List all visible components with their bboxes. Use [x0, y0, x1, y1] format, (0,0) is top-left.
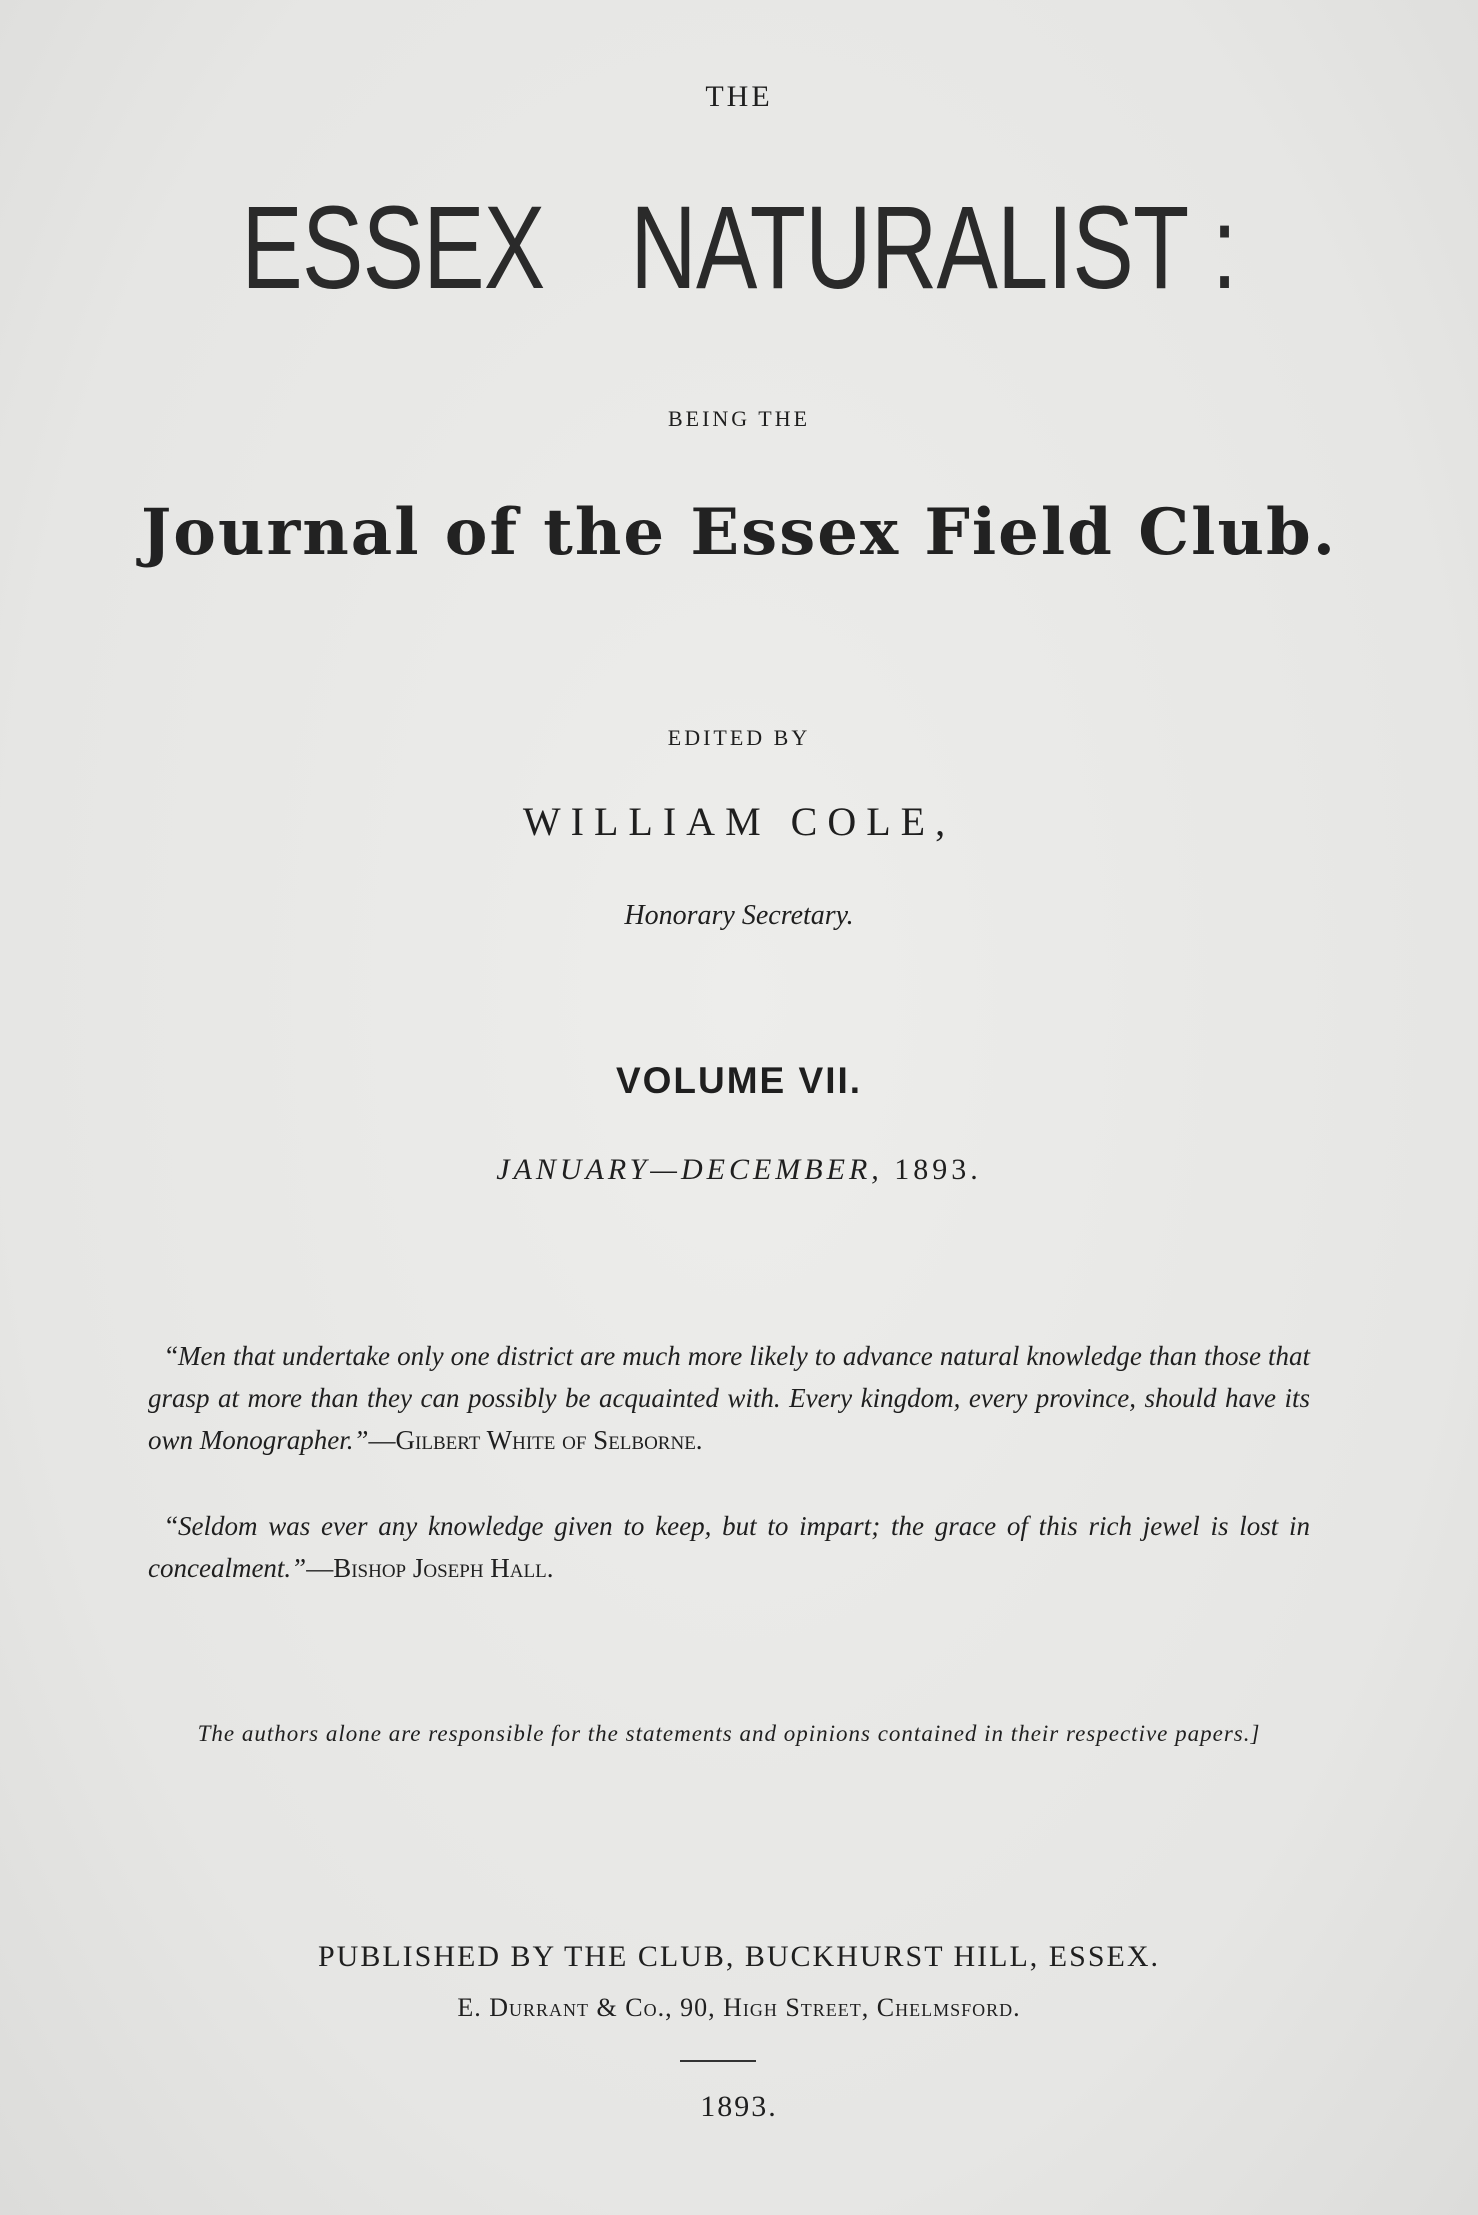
journal-subtitle: Journal of the Essex Field Club. — [140, 495, 1338, 570]
publisher-line: PUBLISHED BY THE CLUB, BUCKHURST HILL, ESSEX. — [317, 1940, 1160, 1973]
editor-role: Honorary Secretary. — [624, 900, 854, 931]
title-word-naturalist: NATURALIST — [630, 182, 1189, 314]
title-colon: : — [1211, 182, 1237, 314]
quote-attribution: —Bishop Joseph Hall. — [306, 1553, 554, 1583]
editor-name: WILLIAM COLE, — [522, 799, 956, 844]
title-word-essex: ESSEX — [241, 182, 545, 314]
printer-line: E. Durrant & Co., 90, High Street, Chelmsford. — [457, 1993, 1021, 2022]
quote-attribution: —Gilbert White of Selborne. — [368, 1425, 703, 1455]
volume-label: VOLUME VII. — [615, 1060, 863, 1101]
being-the-label: BEING THE — [667, 406, 811, 431]
edited-by-label: EDITED BY — [667, 725, 811, 750]
publication-year: 1893. — [700, 2090, 778, 2123]
quote-open-mark: “ — [166, 1341, 178, 1371]
quote-text: Men that undertake only one district are much more likely to advance natural knowledge than those that grasp at more than they can possibly be acquainted with. Every kingdom, every province, should have its own Monographer.” — [148, 1341, 1310, 1455]
volume-year: 1893. — [894, 1153, 982, 1186]
responsibility-note: The authors alone are responsible for the statements and opinions contained in their respective papers.] — [197, 1721, 1261, 1746]
quote-open-mark: “ — [166, 1511, 178, 1541]
divider-rule — [680, 2060, 756, 2062]
volume-dates — [0, 1153, 1478, 1187]
quote-joseph-hall — [148, 1505, 1310, 1589]
volume-months: JANUARY—DECEMBER, — [496, 1153, 883, 1186]
main-title — [163, 180, 1316, 316]
quote-text: Seldom was ever any knowledge given to keep, but to impart; the grace of this rich jewel is lost in concealment.” — [148, 1511, 1310, 1583]
quote-gilbert-white — [148, 1335, 1310, 1461]
title-article: THE — [705, 80, 773, 113]
